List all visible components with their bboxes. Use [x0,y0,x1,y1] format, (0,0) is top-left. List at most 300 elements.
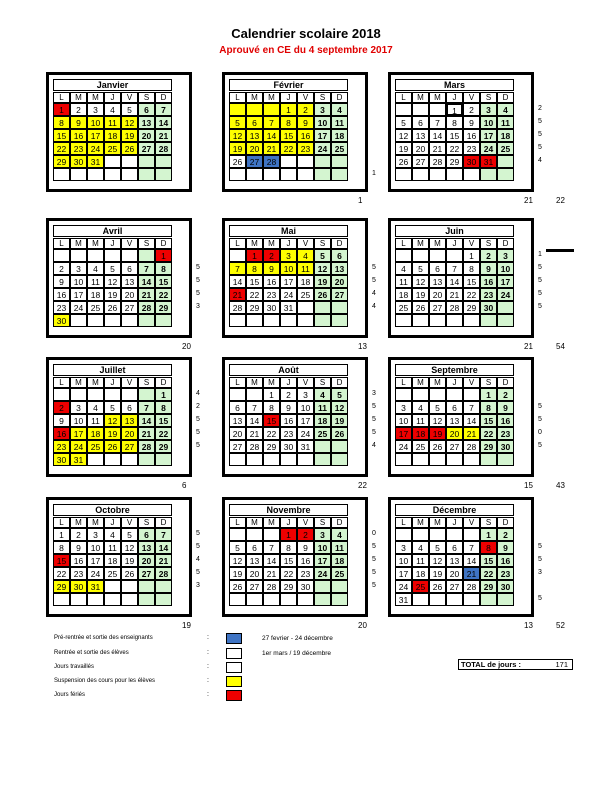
day-cell[interactable]: 11 [104,541,121,554]
day-cell[interactable]: 11 [497,116,514,129]
day-cell[interactable]: 20 [138,554,155,567]
day-cell[interactable]: 28 [463,580,480,593]
day-cell[interactable]: 25 [331,142,348,155]
day-cell[interactable]: 26 [121,142,138,155]
day-cell[interactable]: 2 [297,103,314,116]
day-cell[interactable] [246,168,263,181]
day-cell[interactable]: 11 [395,275,412,288]
day-cell[interactable]: 26 [121,567,138,580]
day-cell[interactable]: 30 [497,440,514,453]
day-cell[interactable]: 15 [480,554,497,567]
day-cell[interactable]: 2 [263,249,280,262]
day-cell[interactable] [463,168,480,181]
day-cell[interactable]: 27 [246,155,263,168]
day-cell[interactable]: 20 [446,567,463,580]
day-cell[interactable] [331,155,348,168]
day-cell[interactable]: 26 [429,440,446,453]
day-cell[interactable]: 27 [138,567,155,580]
day-cell[interactable]: 8 [263,401,280,414]
day-cell[interactable] [331,168,348,181]
day-cell[interactable]: 27 [331,288,348,301]
day-cell[interactable]: 2 [70,528,87,541]
day-cell[interactable] [497,314,514,327]
day-cell[interactable] [155,168,172,181]
day-cell[interactable] [429,453,446,466]
day-cell[interactable]: 16 [53,427,70,440]
day-cell[interactable] [446,168,463,181]
day-cell[interactable]: 4 [297,249,314,262]
day-cell[interactable]: 8 [280,541,297,554]
day-cell[interactable]: 24 [70,440,87,453]
day-cell[interactable]: 30 [53,453,70,466]
day-cell[interactable]: 9 [70,116,87,129]
day-cell[interactable]: 13 [446,554,463,567]
day-cell[interactable]: 10 [395,414,412,427]
day-cell[interactable]: 13 [246,129,263,142]
day-cell[interactable] [314,301,331,314]
day-cell[interactable]: 10 [280,262,297,275]
day-cell[interactable]: 24 [87,567,104,580]
day-cell[interactable]: 6 [138,103,155,116]
day-cell[interactable] [331,314,348,327]
day-cell[interactable]: 18 [87,427,104,440]
day-cell[interactable]: 26 [104,440,121,453]
day-cell[interactable] [138,314,155,327]
day-cell[interactable]: 25 [331,567,348,580]
day-cell[interactable]: 4 [395,262,412,275]
day-cell[interactable]: 8 [480,401,497,414]
day-cell[interactable]: 6 [331,249,348,262]
day-cell[interactable]: 15 [446,129,463,142]
day-cell[interactable]: 17 [395,427,412,440]
day-cell[interactable] [463,528,480,541]
day-cell[interactable] [155,155,172,168]
day-cell[interactable] [229,453,246,466]
day-cell[interactable]: 14 [138,275,155,288]
day-cell[interactable] [104,593,121,606]
day-cell[interactable]: 27 [446,440,463,453]
day-cell[interactable]: 23 [297,567,314,580]
day-cell[interactable]: 15 [246,275,263,288]
day-cell[interactable]: 25 [314,427,331,440]
day-cell[interactable] [331,440,348,453]
day-cell[interactable]: 14 [138,414,155,427]
day-cell[interactable]: 18 [395,288,412,301]
day-cell[interactable] [121,314,138,327]
day-cell[interactable]: 1 [263,388,280,401]
day-cell[interactable]: 24 [280,288,297,301]
day-cell[interactable] [121,388,138,401]
day-cell[interactable]: 29 [480,440,497,453]
day-cell[interactable]: 8 [463,262,480,275]
day-cell[interactable]: 7 [155,528,172,541]
day-cell[interactable]: 24 [70,301,87,314]
day-cell[interactable]: 27 [412,155,429,168]
day-cell[interactable] [87,168,104,181]
day-cell[interactable]: 20 [429,288,446,301]
day-cell[interactable]: 21 [429,142,446,155]
day-cell[interactable]: 20 [138,129,155,142]
day-cell[interactable]: 8 [155,262,172,275]
day-cell[interactable] [480,168,497,181]
day-cell[interactable] [138,388,155,401]
day-cell[interactable]: 23 [497,567,514,580]
day-cell[interactable]: 13 [412,129,429,142]
day-cell[interactable]: 19 [229,567,246,580]
day-cell[interactable]: 6 [121,262,138,275]
day-cell[interactable] [87,249,104,262]
day-cell[interactable]: 29 [155,301,172,314]
day-cell[interactable]: 9 [480,262,497,275]
day-cell[interactable] [395,388,412,401]
day-cell[interactable]: 17 [395,567,412,580]
day-cell[interactable]: 29 [280,580,297,593]
day-cell[interactable] [70,314,87,327]
day-cell[interactable]: 29 [246,301,263,314]
day-cell[interactable] [121,155,138,168]
day-cell[interactable]: 11 [331,541,348,554]
day-cell[interactable]: 28 [246,440,263,453]
day-cell[interactable]: 13 [331,262,348,275]
day-cell[interactable] [246,314,263,327]
day-cell[interactable] [121,249,138,262]
day-cell[interactable]: 6 [412,116,429,129]
day-cell[interactable]: 7 [446,262,463,275]
day-cell[interactable]: 2 [497,388,514,401]
day-cell[interactable]: 12 [229,129,246,142]
day-cell[interactable] [331,301,348,314]
day-cell[interactable]: 22 [246,288,263,301]
day-cell[interactable]: 15 [155,414,172,427]
day-cell[interactable]: 30 [70,155,87,168]
day-cell[interactable]: 3 [314,103,331,116]
day-cell[interactable]: 25 [497,142,514,155]
day-cell[interactable] [395,103,412,116]
day-cell[interactable]: 5 [121,103,138,116]
day-cell[interactable] [297,155,314,168]
day-cell[interactable]: 17 [480,129,497,142]
day-cell[interactable]: 18 [314,414,331,427]
day-cell[interactable] [229,168,246,181]
day-cell[interactable]: 20 [121,288,138,301]
day-cell[interactable] [246,103,263,116]
day-cell[interactable]: 12 [429,414,446,427]
day-cell[interactable] [497,453,514,466]
day-cell[interactable]: 4 [104,528,121,541]
day-cell[interactable]: 30 [463,155,480,168]
day-cell[interactable] [104,388,121,401]
day-cell[interactable]: 30 [263,301,280,314]
day-cell[interactable] [229,249,246,262]
day-cell[interactable] [395,453,412,466]
day-cell[interactable]: 22 [155,288,172,301]
day-cell[interactable]: 3 [314,528,331,541]
day-cell[interactable]: 3 [280,249,297,262]
day-cell[interactable] [314,580,331,593]
day-cell[interactable]: 18 [87,288,104,301]
day-cell[interactable] [446,314,463,327]
day-cell[interactable]: 6 [246,541,263,554]
day-cell[interactable]: 23 [463,142,480,155]
day-cell[interactable] [480,314,497,327]
day-cell[interactable]: 7 [463,541,480,554]
day-cell[interactable]: 20 [246,142,263,155]
day-cell[interactable]: 4 [104,103,121,116]
day-cell[interactable]: 20 [121,427,138,440]
day-cell[interactable]: 7 [429,116,446,129]
day-cell[interactable] [314,593,331,606]
day-cell[interactable]: 14 [463,414,480,427]
day-cell[interactable]: 16 [497,554,514,567]
day-cell[interactable]: 7 [229,262,246,275]
day-cell[interactable] [395,528,412,541]
day-cell[interactable]: 15 [53,554,70,567]
day-cell[interactable] [429,388,446,401]
day-cell[interactable] [104,168,121,181]
day-cell[interactable]: 5 [429,401,446,414]
day-cell[interactable]: 14 [229,275,246,288]
day-cell[interactable] [229,388,246,401]
day-cell[interactable]: 17 [87,554,104,567]
day-cell[interactable]: 26 [331,427,348,440]
day-cell[interactable]: 1 [53,528,70,541]
day-cell[interactable] [429,593,446,606]
day-cell[interactable]: 25 [395,301,412,314]
day-cell[interactable] [497,301,514,314]
day-cell[interactable] [104,249,121,262]
day-cell[interactable]: 12 [121,541,138,554]
day-cell[interactable]: 15 [463,275,480,288]
day-cell[interactable]: 18 [497,129,514,142]
day-cell[interactable] [429,103,446,116]
day-cell[interactable]: 10 [87,116,104,129]
day-cell[interactable]: 30 [297,580,314,593]
day-cell[interactable]: 29 [480,580,497,593]
day-cell[interactable]: 29 [155,440,172,453]
day-cell[interactable]: 20 [446,427,463,440]
day-cell[interactable]: 27 [121,301,138,314]
day-cell[interactable]: 2 [463,103,480,116]
day-cell[interactable]: 21 [229,288,246,301]
day-cell[interactable]: 7 [263,541,280,554]
day-cell[interactable]: 28 [263,155,280,168]
day-cell[interactable]: 18 [412,427,429,440]
day-cell[interactable]: 17 [297,414,314,427]
day-cell[interactable]: 23 [70,142,87,155]
day-cell[interactable] [280,593,297,606]
day-cell[interactable] [104,314,121,327]
day-cell[interactable]: 24 [314,142,331,155]
day-cell[interactable] [429,168,446,181]
day-cell[interactable] [263,593,280,606]
day-cell[interactable] [70,593,87,606]
day-cell[interactable]: 14 [246,414,263,427]
day-cell[interactable]: 11 [297,262,314,275]
day-cell[interactable]: 7 [155,103,172,116]
day-cell[interactable] [280,453,297,466]
day-cell[interactable]: 5 [314,249,331,262]
day-cell[interactable]: 22 [480,567,497,580]
day-cell[interactable]: 8 [246,262,263,275]
day-cell[interactable]: 11 [412,554,429,567]
day-cell[interactable]: 18 [104,554,121,567]
day-cell[interactable] [331,593,348,606]
day-cell[interactable]: 23 [297,142,314,155]
day-cell[interactable]: 13 [138,116,155,129]
day-cell[interactable] [53,593,70,606]
day-cell[interactable] [331,453,348,466]
day-cell[interactable]: 1 [463,249,480,262]
day-cell[interactable]: 19 [121,129,138,142]
day-cell[interactable]: 5 [104,262,121,275]
day-cell[interactable]: 30 [480,301,497,314]
day-cell[interactable]: 14 [429,129,446,142]
day-cell[interactable]: 21 [155,129,172,142]
day-cell[interactable]: 26 [412,301,429,314]
day-cell[interactable] [53,168,70,181]
day-cell[interactable]: 27 [429,301,446,314]
day-cell[interactable]: 16 [297,554,314,567]
day-cell[interactable]: 25 [412,580,429,593]
day-cell[interactable]: 14 [155,541,172,554]
day-cell[interactable]: 19 [104,288,121,301]
day-cell[interactable]: 1 [155,249,172,262]
day-cell[interactable]: 22 [263,427,280,440]
day-cell[interactable] [497,593,514,606]
day-cell[interactable] [297,168,314,181]
day-cell[interactable]: 9 [53,414,70,427]
day-cell[interactable]: 29 [263,440,280,453]
day-cell[interactable]: 18 [412,567,429,580]
day-cell[interactable]: 13 [121,275,138,288]
day-cell[interactable]: 9 [263,262,280,275]
day-cell[interactable]: 14 [446,275,463,288]
day-cell[interactable]: 20 [229,427,246,440]
day-cell[interactable]: 13 [246,554,263,567]
day-cell[interactable]: 10 [497,262,514,275]
day-cell[interactable]: 3 [87,103,104,116]
day-cell[interactable]: 21 [446,288,463,301]
day-cell[interactable]: 18 [331,129,348,142]
day-cell[interactable]: 31 [70,453,87,466]
day-cell[interactable]: 21 [155,554,172,567]
day-cell[interactable] [138,168,155,181]
day-cell[interactable] [155,453,172,466]
day-cell[interactable]: 28 [463,440,480,453]
day-cell[interactable]: 16 [480,275,497,288]
day-cell[interactable]: 24 [297,427,314,440]
day-cell[interactable] [263,528,280,541]
day-cell[interactable]: 13 [429,275,446,288]
day-cell[interactable]: 17 [280,275,297,288]
day-cell[interactable]: 28 [155,142,172,155]
day-cell[interactable]: 12 [331,401,348,414]
day-cell[interactable] [70,168,87,181]
day-cell[interactable]: 18 [297,275,314,288]
day-cell[interactable]: 27 [138,142,155,155]
day-cell[interactable]: 9 [497,541,514,554]
day-cell[interactable]: 31 [395,593,412,606]
day-cell[interactable] [297,453,314,466]
day-cell[interactable]: 15 [263,414,280,427]
day-cell[interactable] [53,249,70,262]
day-cell[interactable]: 23 [280,427,297,440]
day-cell[interactable]: 1 [280,103,297,116]
day-cell[interactable] [121,580,138,593]
day-cell[interactable]: 1 [53,103,70,116]
day-cell[interactable]: 11 [104,116,121,129]
day-cell[interactable] [412,453,429,466]
day-cell[interactable] [446,453,463,466]
day-cell[interactable]: 4 [331,528,348,541]
day-cell[interactable]: 23 [70,567,87,580]
day-cell[interactable] [87,593,104,606]
day-cell[interactable] [121,168,138,181]
day-cell[interactable]: 11 [314,401,331,414]
day-cell[interactable] [121,453,138,466]
day-cell[interactable]: 25 [104,142,121,155]
day-cell[interactable]: 2 [280,388,297,401]
day-cell[interactable] [229,528,246,541]
day-cell[interactable] [429,249,446,262]
day-cell[interactable]: 8 [155,401,172,414]
day-cell[interactable]: 17 [314,129,331,142]
day-cell[interactable]: 9 [297,116,314,129]
day-cell[interactable]: 27 [229,440,246,453]
day-cell[interactable]: 14 [263,554,280,567]
day-cell[interactable]: 31 [87,580,104,593]
day-cell[interactable]: 2 [297,528,314,541]
day-cell[interactable]: 22 [53,567,70,580]
day-cell[interactable]: 3 [87,528,104,541]
day-cell[interactable]: 16 [280,414,297,427]
day-cell[interactable]: 30 [53,314,70,327]
day-cell[interactable]: 31 [280,301,297,314]
day-cell[interactable]: 19 [412,288,429,301]
day-cell[interactable]: 15 [155,275,172,288]
day-cell[interactable]: 14 [155,116,172,129]
day-cell[interactable]: 4 [497,103,514,116]
day-cell[interactable]: 15 [280,554,297,567]
day-cell[interactable]: 6 [121,401,138,414]
day-cell[interactable] [229,103,246,116]
day-cell[interactable]: 21 [138,288,155,301]
day-cell[interactable]: 22 [480,427,497,440]
day-cell[interactable]: 5 [412,262,429,275]
day-cell[interactable] [280,168,297,181]
day-cell[interactable]: 5 [121,528,138,541]
day-cell[interactable]: 12 [429,554,446,567]
day-cell[interactable]: 3 [480,103,497,116]
day-cell[interactable]: 10 [70,275,87,288]
day-cell[interactable]: 16 [263,275,280,288]
day-cell[interactable]: 6 [229,401,246,414]
day-cell[interactable]: 5 [104,401,121,414]
day-cell[interactable]: 12 [104,275,121,288]
day-cell[interactable]: 12 [395,129,412,142]
day-cell[interactable] [138,580,155,593]
day-cell[interactable] [104,580,121,593]
day-cell[interactable] [297,593,314,606]
day-cell[interactable] [263,103,280,116]
day-cell[interactable]: 24 [497,288,514,301]
day-cell[interactable]: 10 [395,554,412,567]
day-cell[interactable]: 5 [429,541,446,554]
day-cell[interactable]: 5 [229,116,246,129]
day-cell[interactable]: 30 [70,580,87,593]
day-cell[interactable]: 9 [280,401,297,414]
day-cell[interactable]: 12 [104,414,121,427]
